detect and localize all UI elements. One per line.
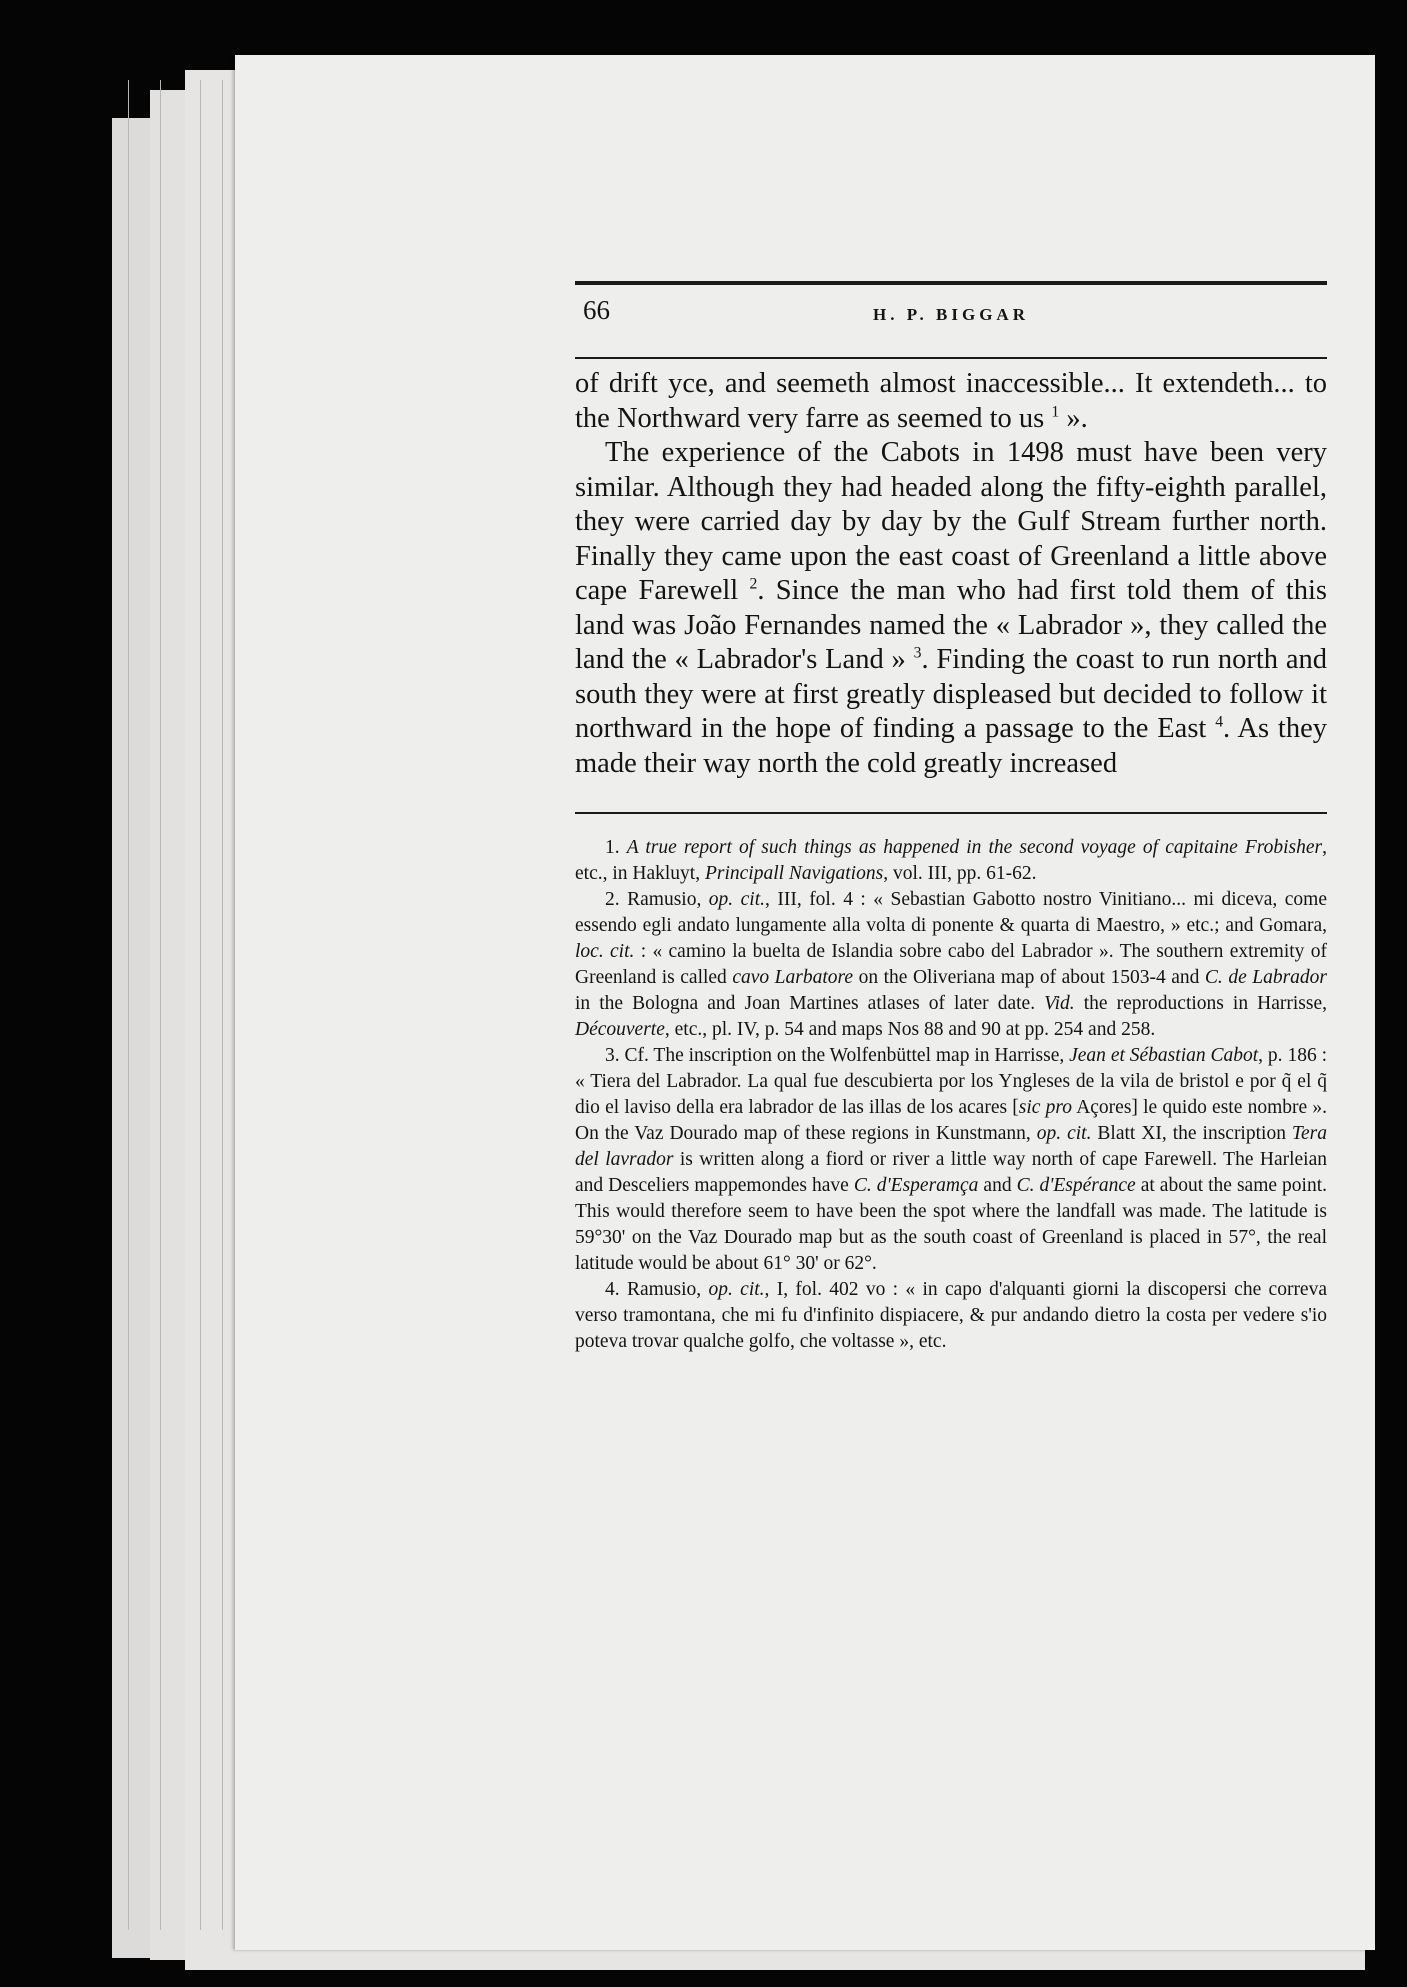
footnote-ref[interactable]: 4 [1215,713,1224,731]
page-edge-line [128,80,129,1930]
footnote-4: 4. Ramusio, op. cit., I, fol. 402 vo : « in capo d'alquanti giorni la discopersi che correva verso tramontana, che mi fu d'infinito dispiacere, & pur andando dietro la costa per vedere s'io poteva trovar qualche golfo, che voltasse », etc. [575,1279,1327,1352]
footnote-2: 2. Ramusio, op. cit., III, fol. 4 : « Sebastian Gabotto nostro Vinitiano... mi diceva, come essendo egli andato lungamente alla volta di ponente & quarta di Maestro, » etc.; and Gomara, loc. cit. : « camino la buelta de Islandia sobre cabo del Labrador ». The southern extremity of Greenland is called cavo Larbatore on the Oliveriana map of about 1503-4 and C. de Labrador in the Bologna and Joan Martines atlases of later date. Vid. the reproductions in Harrisse, Découverte, etc., pl. IV, p. 54 and maps Nos 88 and 90 at pp. 254 and 258. [575,889,1328,1040]
footnotes [575,835,1327,1355]
page-number: 66 [583,295,610,325]
page-edge-line [160,80,161,1930]
footnote-3: 3. Cf. The inscription on the Wolfenbüttel map in Harrisse, Jean et Sébastian Cabot, p. 186 : « Tiera del Labrador. La qual fue descubierta por los Yngleses de la vila de bristol e por q̃ el q̃ dio el laviso della era labrador de las illas de los acares [sic pro Açores] le quido este nombre ». On the Vaz Dourado map of these regions in Kunstmann, op. cit. Blatt XI, the inscription Tera del lavrador is written along a fiord or river a little way north of cape Farewell. The Harleian and Desceliers mappemondes have C. d'Esperamça and C. d'Espérance at about the same point. This would therefore seem to have been the spot where the landfall was made. The latitude is 59°30' on the Vaz Dourado map but as the south coast of Greenland is placed in 57°, the real latitude would be about 61° 30' or 62°. [575,1045,1328,1274]
body-paragraph: of drift yce, and seemeth almost inaccessible... It extendeth... to the Northward very farre as seemed to us $^1$ ». [575,368,1327,434]
footnote-ref[interactable]: 1 [1051,403,1060,420]
footnote-ref[interactable]: 2 [749,575,758,593]
page-edge-line [200,80,201,1930]
footnote-1: 1. A true report of such things as happened in the second voyage of capitaine Frobisher, etc., in Hakluyt, Principall Navigations, vol. III, pp. 61-62. [575,837,1327,884]
header-rule-bottom [575,357,1327,359]
running-head [575,295,1327,335]
header-rule-top [575,281,1327,285]
body-paragraph: The experience of the Cabots in 1498 must have been very similar. Although they had headed along the fifty-eighth parallel, they were carried day by day by the Gulf Stream further north. Finally they came upon the east coast of Greenland a little above cape Farewell $^2$. Since the man who had first told them of this land was João Fernandes named the « Labrador », they called the land the « Labrador's Land » $^3$. Finding the coast to run north and south they were at first greatly displeased but decided to follow it northward in the hope of finding a passage to the East $^4$. As they made their way north the cold greatly increased [575,437,1327,779]
footnote-ref[interactable]: 3 [913,644,922,662]
body-text [575,367,1327,781]
page-edge-line [222,80,223,1930]
running-head-author: H. P. BIGGAR [872,305,1029,324]
footnote-rule [575,812,1327,814]
